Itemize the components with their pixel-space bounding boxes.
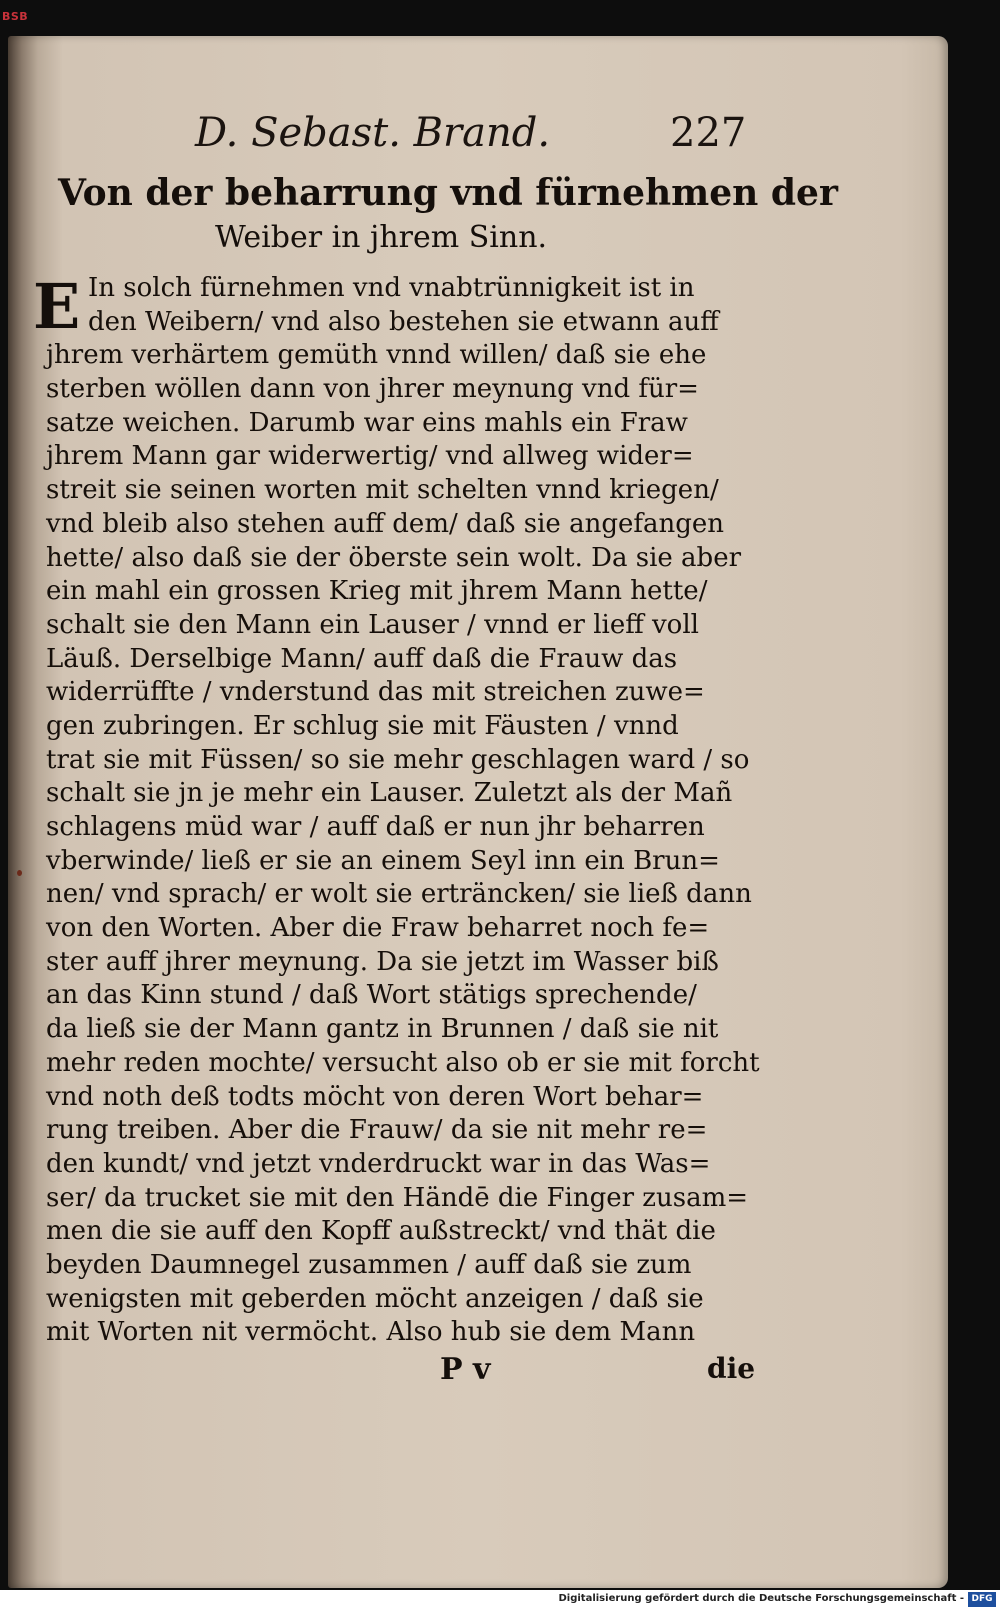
- text-line: sterben wöllen dann von jhrer meynung vnd für=: [46, 374, 699, 405]
- text-line: mit Worten nit vermöcht. Also hub sie dem Mann: [46, 1317, 696, 1348]
- text-line: da ließ sie der Mann gantz in Brunnen / daß sie nit: [46, 1014, 719, 1045]
- chapter-title: Von der beharrung vnd fürnehmen der: [58, 172, 838, 214]
- text-line: an das Kinn stund / daß Wort stätigs sprechende/: [46, 980, 697, 1011]
- running-head: D. Sebast. Brand.: [195, 110, 551, 156]
- text-line: den Weibern/ vnd also bestehen sie etwann auff: [88, 306, 719, 337]
- text-line: nen/ vnd sprach/ er wolt sie erträncken/ sie ließ dann: [46, 879, 752, 910]
- text-line: rung treiben. Aber die Frauw/ da sie nit mehr re=: [46, 1115, 708, 1146]
- text-line: den kundt/ vnd jetzt vnderdruckt war in das Was=: [46, 1148, 711, 1179]
- signature-mark: P v: [440, 1352, 491, 1387]
- text-line: ein mahl ein grossen Krieg mit jhrem Mann hette/: [46, 576, 708, 607]
- text-line: gen zubringen. Er schlug sie mit Fäusten / vnnd: [46, 710, 679, 741]
- bsb-logo: BSB: [2, 10, 29, 23]
- margin-mark: [17, 870, 22, 876]
- text-line: vnd noth deß todts möcht von deren Wort behar=: [46, 1081, 704, 1112]
- footer-credit: Digitalisierung gefördert durch die Deutsche Forschungsgemeinschaft -: [558, 1593, 964, 1604]
- text-line: beyden Daumnegel zusammen / auff daß sie zum: [46, 1249, 692, 1280]
- text-line: streit sie seinen worten mit schelten vnnd kriegen/: [46, 475, 719, 506]
- text-line: wenigsten mit geberden möcht anzeigen / daß sie: [46, 1283, 704, 1314]
- text-line: jhrem Mann gar widerwertig/ vnd allweg wider=: [46, 441, 694, 472]
- chapter-title-subline: Weiber in jhrem Sinn.: [215, 220, 548, 255]
- text-line: jhrem verhärtem gemüth vnnd willen/ daß sie ehe: [46, 340, 707, 371]
- footer-bar: [0, 1590, 1000, 1611]
- dfg-logo: DFG: [968, 1592, 996, 1607]
- text-line: schlagens müd war / auff daß er nun jhr beharren: [46, 812, 705, 842]
- catchword: die: [707, 1352, 756, 1385]
- drop-initial: E: [33, 270, 81, 343]
- text-line: satze weichen. Darumb war eins mahls ein Fraw: [46, 407, 688, 438]
- text-line: von den Worten. Aber die Fraw beharret noch fe=: [46, 913, 710, 944]
- text-line: schalt sie den Mann ein Lauser / vnnd er lieff voll: [46, 609, 699, 640]
- text-line: hette/ also daß sie der öberste sein wolt. Da sie aber: [46, 542, 742, 573]
- text-line: mehr reden mochte/ versucht also ob er sie mit forcht: [46, 1047, 760, 1078]
- text-line: widerrüffte / vnderstund das mit streichen zuwe=: [46, 677, 705, 708]
- text-line: men die sie auff den Kopff außstreckt/ vnd thät die: [46, 1216, 716, 1247]
- page-number: 227: [670, 110, 747, 156]
- text-line: vnd bleib also stehen auff dem/ daß sie angefangen: [46, 508, 725, 539]
- text-line: Läuß. Derselbige Mann/ auff daß die Frauw das: [46, 643, 678, 674]
- text-line: schalt sie jn je mehr ein Lauser. Zuletzt als der Mañ: [46, 778, 733, 809]
- body-text: [46, 272, 766, 1350]
- text-line: ser/ da trucket sie mit den Händē die Finger zusam=: [46, 1182, 749, 1213]
- text-line: vberwinde/ ließ er sie an einem Seyl inn ein Brun=: [46, 845, 720, 876]
- text-line: In solch fürnehmen vnd vnabtrünnigkeit ist in: [88, 273, 695, 303]
- text-line: ster auff jhrer meynung. Da sie jetzt im Wasser biß: [46, 946, 719, 977]
- text-line: trat sie mit Füssen/ so sie mehr geschlagen ward / so: [46, 744, 750, 775]
